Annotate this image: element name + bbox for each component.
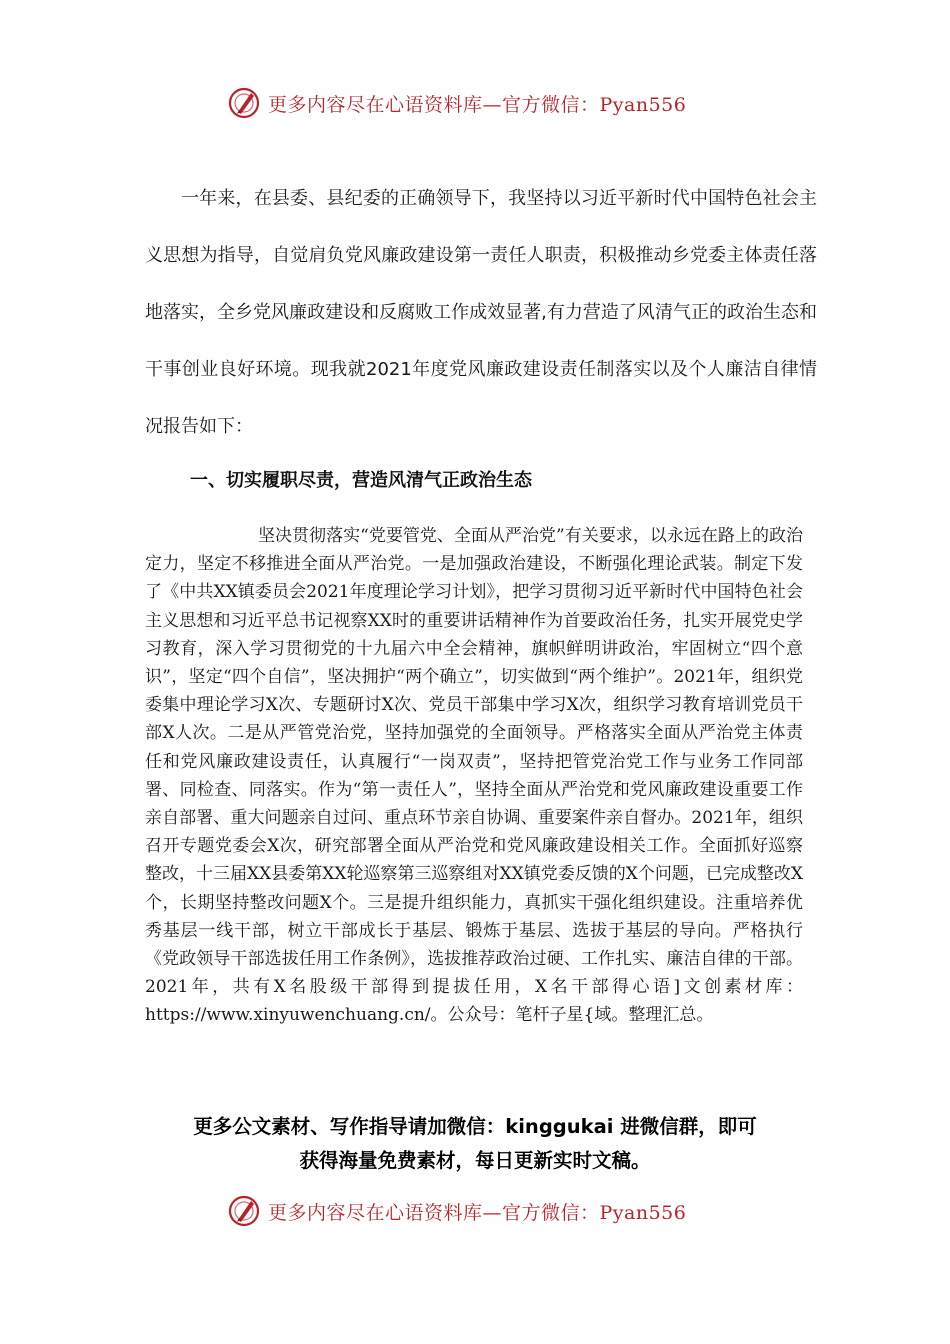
section-body-paragraph: 坚决贯彻落实“党要管党、全面从严治党”有关要求，以永远在路上的政治定力，坚定不移推进全面从严治党。一是加强政治建设，不断强化理论武装。制定下发了《中共XX镇委员会2021年度理论学习计划》，把学习贯彻习近平新时代中国特色社会主义思想和习近平总书记视察XX时的重要讲话精神作为首要政治任务，扎实开展党史学习教育，深入学习贯彻党的十九届六中全会精神，旗帜鲜明讲政治，牢固树立“四个意识”，坚定“四个自信”，坚决拥护“两个确立”，切实做到“两个维护”。2021年，组织党委集中理论学习X次、专题研讨X次、党员干部集中学习X次，组织学习教育培训党员干部X人次。二是从严管党治党，坚持加强党的全面领导。严格落实全面从严治党主体责任和党风廉政建设责任，认真履行“一岗双责”，坚持把管党治党工作与业务工作同部署、同检查、同落实。作为“第一责任人”，坚持全面从严治党和党风廉政建设重要工作亲自部署、重大问题亲自过问、重点环节亲自协调、重要案件亲自督办。2021年，组织召开专题党委会X次，研究部署全面从严治党和党风廉政建设相关工作。全面抓好巡察整改，十三届XX县委第XX轮巡察第三巡察组对XX镇党委反馈的X个问题，已完成整改X个，长期坚持整改问题X个。三是提升组织能力，真抓实干强化组织建设。注重培养优秀基层一线干部，树立干部成长于基层、锻炼于基层、选拔于基层的导向。严格执行《党政领导干部选拔任用工作条例》，选拔推荐政治过硬、工作扎实、廉洁自律的干部。2021年，共有X名股级干部得到提拔任用，X名干部得心语]文创素材库：https://www.xinyuwenchuang.cn/。公众号：笔杆子星{域。整理汇总。 [145,526,803,1026]
pen-nib-circle-icon [226,1193,262,1229]
section-heading: 一、切实履职尽责，营造风清气正政治生态 [190,470,532,491]
promo-notice [140,1110,810,1178]
pen-nib-circle-icon [226,85,262,121]
watermark-banner-text: 更多内容尽在心语资料库—官方微信：Pyan556 [268,1201,687,1224]
promo-line-1: 更多公文素材、写作指导请加微信：kinggukai 进微信群，即可 [193,1115,757,1138]
watermark-banner-text: 更多内容尽在心语资料库—官方微信：Pyan556 [268,93,687,116]
promo-line-2: 获得海量免费素材，每日更新实时文稿。 [299,1149,651,1172]
watermark-banner-top [226,84,686,122]
intro-paragraph: 一年来，在县委、县纪委的正确领导下，我坚持以习近平新时代中国特色社会主义思想为指导，自觉肩负党风廉政建设第一责任人职责，积极推动乡党委主体责任落地落实，全乡党风廉政建设和反腐败工作成效显著,有力营造了风清气正的政治生态和干事创业良好环境。现我就2021年度党风廉政建设责任制落实以及个人廉洁自律情况报告如下： [145,188,817,437]
watermark-banner-bottom [226,1192,686,1230]
